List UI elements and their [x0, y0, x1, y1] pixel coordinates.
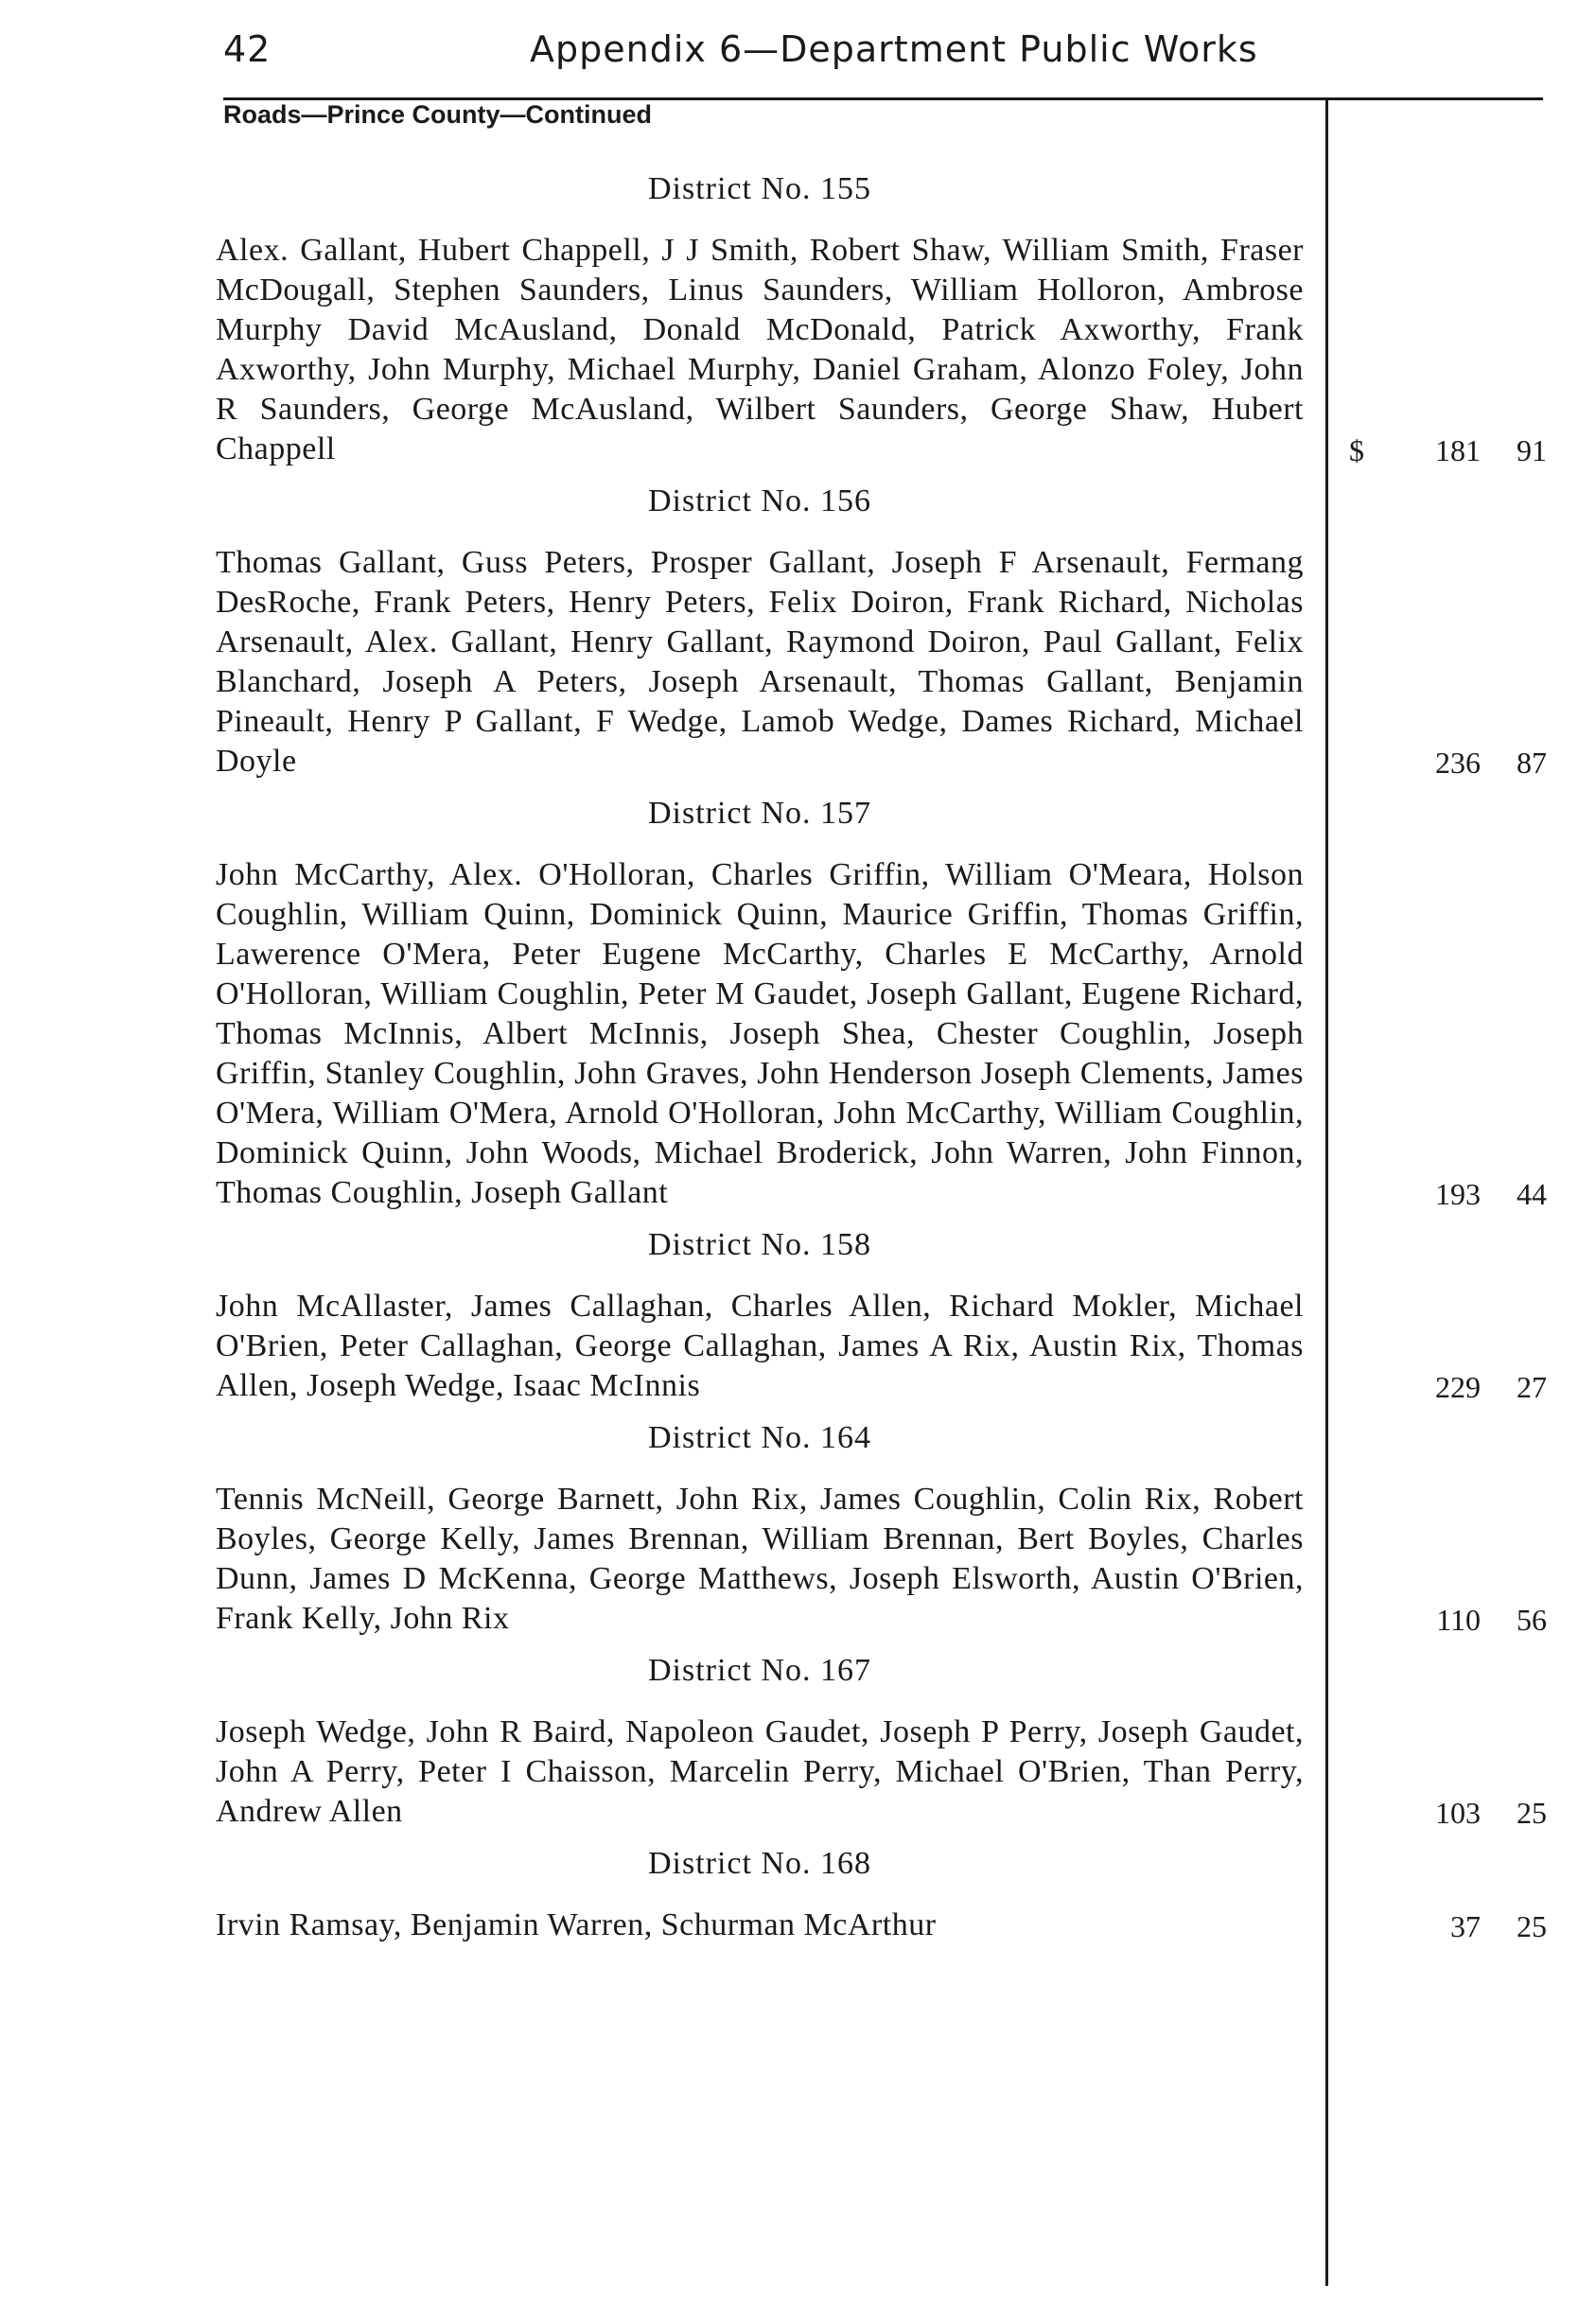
district-156: [216, 483, 1304, 782]
district-names: John McAllaster, James Callaghan, Charles Allen, Richard Mokler, Michael O'Brien, Peter Callaghan, George Callaghan, James A Rix, Austin Rix, Thomas Allen, Joseph Wedge, Isaac McInnis: [216, 1289, 1304, 1403]
district-title: District No. 156: [647, 483, 872, 518]
district-title: District No. 168: [647, 1846, 872, 1881]
district-names: John McCarthy, Alex. O'Holloran, Charles Griffin, William O'Meara, Holson Coughlin, William Quinn, Dominick Quinn, Maurice Griffin, Thomas Griffin, Lawerence O'Mera, Peter Eugene McCarthy, Charles E McCarthy, Arnold O'Holloran, William Coughlin, Peter M Gaudet, Joseph Gallant, Eugene Richard, Thomas McInnis, Albert McInnis, Joseph Shea, Chester Coughlin, Joseph Griffin, Stanley Coughlin, John Graves, John Henderson Joseph Clements, James O'Mera, William O'Mera, Arnold O'Holloran, John McCarthy, William Coughlin, Dominick Quinn, John Woods, Michael Broderick, John Warren, John Finnon, Thomas Coughlin, Joseph Gallant: [216, 857, 1304, 1210]
amount-column-rule: [1325, 100, 1328, 2286]
district-list: [216, 170, 1304, 1958]
district-names: Thomas Gallant, Guss Peters, Prosper Gallant, Joseph F Arsenault, Fermang DesRoche, Frank Peters, Henry Peters, Felix Doiron, Frank Richard, Nicholas Arsenault, Alex. Gallant, Henry Gallant, Raymond Doiron, Paul Gallant, Felix Blanchard, Joseph A Peters, Joseph Arsenault, Thomas Gallant, Benjamin Pineault, Henry P Gallant, F Wedge, Lamob Wedge, Dames Richard, Michael Doyle: [216, 545, 1304, 779]
amount-cents: 44: [1517, 1177, 1547, 1211]
district-155: [216, 170, 1304, 469]
district-157: [216, 795, 1304, 1213]
district-title: District No. 164: [647, 1420, 872, 1455]
district-title: District No. 167: [647, 1653, 872, 1688]
district-title: District No. 158: [647, 1227, 872, 1262]
district-168: [216, 1845, 1304, 1945]
district-names: Tennis McNeill, George Barnett, John Rix, James Coughlin, Colin Rix, Robert Boyles, George Kelly, James Brennan, William Brennan, Bert Boyles, Charles Dunn, James D McKenna, George Matthews, Joseph Elsworth, Austin O'Brien, Frank Kelly, John Rix: [216, 1482, 1304, 1636]
page-title: Appendix 6—Department Public Works: [530, 28, 1258, 70]
amount-dollars: 37: [1450, 1909, 1481, 1943]
district-title: District No. 155: [647, 171, 872, 206]
dollar-sign: $: [1349, 433, 1364, 467]
district-names: Joseph Wedge, John R Baird, Napoleon Gaudet, Joseph P Perry, Joseph Gaudet, John A Perry, Peter I Chaisson, Marcelin Perry, Michael O'Brien, Than Perry, Andrew Allen: [216, 1714, 1304, 1829]
amount-cents: 56: [1517, 1603, 1547, 1637]
amount-cents: 27: [1517, 1370, 1547, 1404]
district-names: Alex. Gallant, Hubert Chappell, J J Smith, Robert Shaw, William Smith, Fraser McDougall, Stephen Saunders, Linus Saunders, William Holloron, Ambrose Murphy David McAusland, Donald McDonald, Patrick Axworthy, Frank Axworthy, John Murphy, Michael Murphy, Daniel Graham, Alonzo Foley, John R Saunders, George McAusland, Wilbert Saunders, George Shaw, Hubert Chappell: [216, 233, 1304, 466]
district-158: [216, 1226, 1304, 1406]
district-title: District No. 157: [647, 796, 872, 831]
district-names: Irvin Ramsay, Benjamin Warren, Schurman McArthur: [216, 1907, 937, 1942]
amount-dollars: 110: [1436, 1603, 1481, 1637]
amount-cents: 87: [1517, 746, 1547, 780]
section-subheading: Roads—Prince County—Continued: [223, 100, 653, 129]
district-164: [216, 1419, 1304, 1639]
amount-cents: 91: [1517, 433, 1547, 467]
amount-dollars: 103: [1435, 1796, 1481, 1830]
amount-dollars: 181: [1435, 433, 1481, 467]
amount-dollars: 229: [1435, 1370, 1481, 1404]
amount-dollars: 236: [1435, 746, 1481, 780]
page-number: 42: [223, 28, 272, 70]
amount-cents: 25: [1517, 1796, 1547, 1830]
district-167: [216, 1652, 1304, 1832]
amount-dollars: 193: [1435, 1177, 1481, 1211]
amount-cents: 25: [1517, 1909, 1547, 1943]
